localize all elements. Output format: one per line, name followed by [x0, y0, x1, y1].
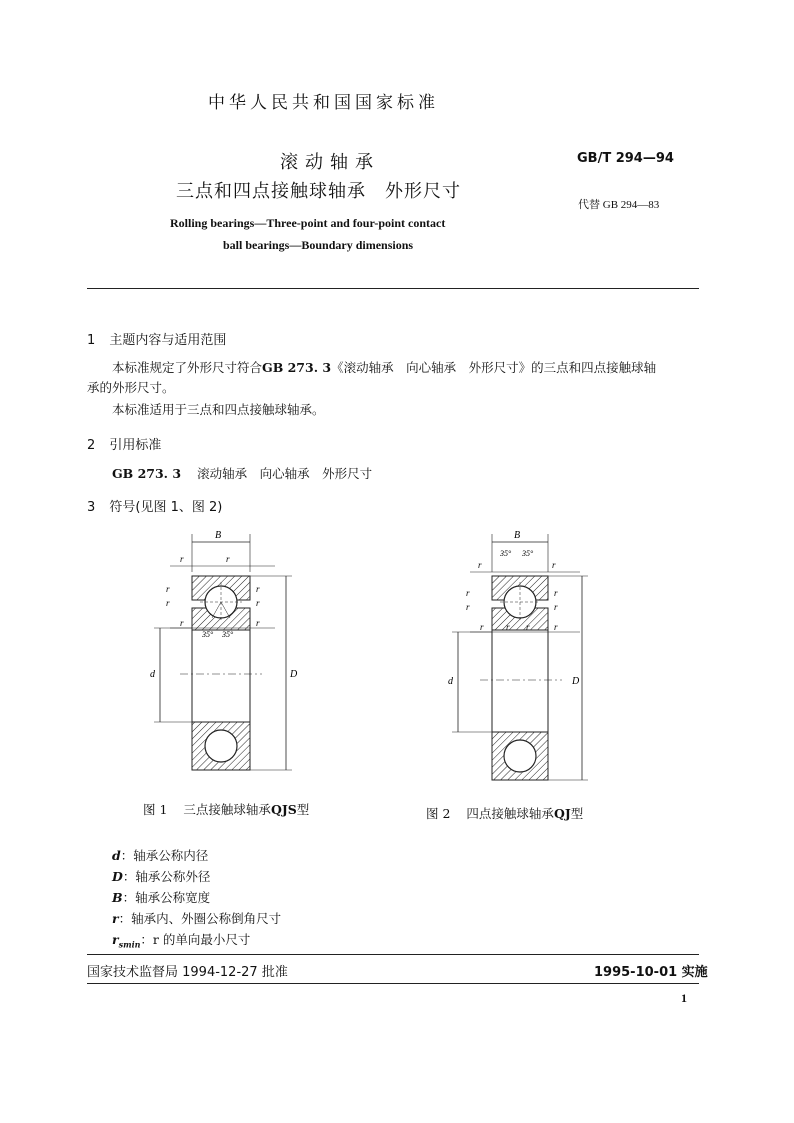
p1-text-b: 《滚动轴承 向心轴承 外形尺寸》的三点和四点接触球轴	[331, 360, 657, 375]
fig1-label-r-side-1: r	[166, 584, 170, 594]
fig2-label-r-top-right: r	[552, 560, 556, 570]
implementation-date: 1995-10-01 实施	[594, 965, 708, 980]
figure-2-drawing	[440, 522, 610, 784]
symbol-item	[112, 845, 281, 866]
fig1-angle-2: 35°	[222, 630, 234, 639]
fig2-caption-code: QJ	[553, 806, 571, 821]
section-1-paragraph-1	[87, 358, 699, 398]
symbol-name: r	[112, 932, 119, 947]
section-1-paragraph-2: 本标准适用于三点和四点接触球轴承。	[112, 402, 325, 417]
national-standard-title: 中华人民共和国国家标准	[208, 93, 439, 113]
symbol-desc: ：轴承公称外径	[122, 869, 211, 884]
fig1-label-r-top-left: r	[180, 554, 184, 564]
fig2-angle-1: 35°	[500, 549, 512, 558]
symbol-item	[112, 908, 281, 929]
p1-ref-code: GB 273. 3	[262, 360, 332, 375]
fig1-caption-code: QJS	[270, 802, 297, 817]
section-1-number: 1	[87, 333, 96, 348]
fig1-label-r-bottom-left: r	[180, 618, 184, 628]
section-3-title: 符号(见图 1、图 2)	[109, 500, 223, 515]
fig2-label-r-bottom-4: r	[554, 622, 558, 632]
fig1-label-r-side-3: r	[256, 584, 260, 594]
symbol-definitions	[112, 845, 281, 956]
fig2-label-r-bottom-1: r	[480, 622, 484, 632]
fig2-label-d: d	[448, 676, 453, 687]
symbol-item	[112, 887, 281, 908]
fig1-label-r-side-4: r	[256, 598, 260, 608]
fig2-label-r-side-3: r	[554, 588, 558, 598]
page-number: 1	[681, 991, 687, 1005]
fig2-label-r-side-1: r	[466, 588, 470, 598]
ref-standard-title: 滚动轴承 向心轴承 外形尺寸	[197, 466, 373, 481]
figure-1-caption	[143, 800, 309, 820]
symbol-item	[112, 929, 281, 956]
section-3-heading	[87, 496, 222, 515]
fig2-label-r-bottom-2: r	[506, 622, 510, 632]
approval-line: 国家技术监督局 1994-12-27 批准	[87, 965, 288, 980]
fig1-number: 图 1	[143, 802, 168, 817]
symbol-name: B	[112, 890, 123, 905]
figure-1-drawing	[140, 522, 310, 784]
symbol-desc: ：轴承公称内径	[120, 848, 209, 863]
symbol-desc: ：轴承公称宽度	[122, 890, 211, 905]
fig1-label-r-side-2: r	[166, 598, 170, 608]
section-1-heading	[87, 329, 226, 348]
fig2-label-B: B	[514, 530, 521, 541]
section-2-title: 引用标准	[109, 438, 162, 453]
fig1-label-D: D	[290, 669, 298, 680]
fig1-label-r-bottom-right: r	[256, 618, 260, 628]
referenced-standard	[112, 464, 372, 484]
symbol-item	[112, 866, 281, 887]
figure-2-caption	[426, 804, 583, 824]
fig2-label-r-bottom-3: r	[526, 622, 530, 632]
ref-standard-code: GB 273. 3	[112, 466, 182, 481]
fig2-label-r-side-4: r	[554, 602, 558, 612]
fig1-label-B: B	[215, 530, 222, 541]
fig1-label-d: d	[150, 669, 155, 680]
symbol-desc: ：r 的单向最小尺寸	[140, 932, 251, 947]
symbol-name: r	[112, 911, 119, 926]
fig2-label-r-side-2: r	[466, 602, 470, 612]
section-2-heading	[87, 434, 161, 453]
symbol-name: d	[112, 848, 121, 863]
title-en-line1: Rolling bearings—Three-point and four-point contact	[170, 216, 446, 230]
replaces-code: 代替 GB 294—83	[578, 199, 660, 211]
symbol-name: D	[112, 869, 123, 884]
p1-text-a: 本标准规定了外形尺寸符合	[112, 360, 263, 375]
fig2-label-D: D	[572, 676, 580, 687]
symbol-desc: ：轴承内、外圈公称倒角尺寸	[118, 911, 282, 926]
fig2-caption-suffix: 型	[570, 806, 584, 821]
title-cn-line2: 三点和四点接触球轴承 外形尺寸	[176, 181, 461, 202]
fig2-number: 图 2	[426, 806, 451, 821]
title-cn-line1: 滚动轴承	[280, 152, 380, 173]
fig1-caption-suffix: 型	[296, 802, 310, 817]
fig1-caption-text: 三点接触球轴承	[183, 802, 271, 817]
section-1-title: 主题内容与适用范围	[109, 333, 227, 348]
footer-divider-top	[87, 954, 699, 955]
section-3-number: 3	[87, 500, 96, 515]
fig1-label-r-top-right: r	[226, 554, 230, 564]
fig2-caption-text: 四点接触球轴承	[466, 806, 554, 821]
standard-code: GB/T 294—94	[577, 151, 674, 166]
footer-divider-bottom	[87, 983, 699, 984]
fig2-angle-2: 35°	[522, 549, 534, 558]
header-divider	[87, 288, 699, 289]
p1-text-c: 承的外形尺寸。	[87, 380, 175, 395]
title-en-line2: ball bearings—Boundary dimensions	[223, 238, 414, 252]
section-2-number: 2	[87, 438, 96, 453]
fig2-label-r-top-left: r	[478, 560, 482, 570]
symbol-subscript: smin	[118, 939, 141, 950]
fig1-angle-1: 35°	[202, 630, 214, 639]
